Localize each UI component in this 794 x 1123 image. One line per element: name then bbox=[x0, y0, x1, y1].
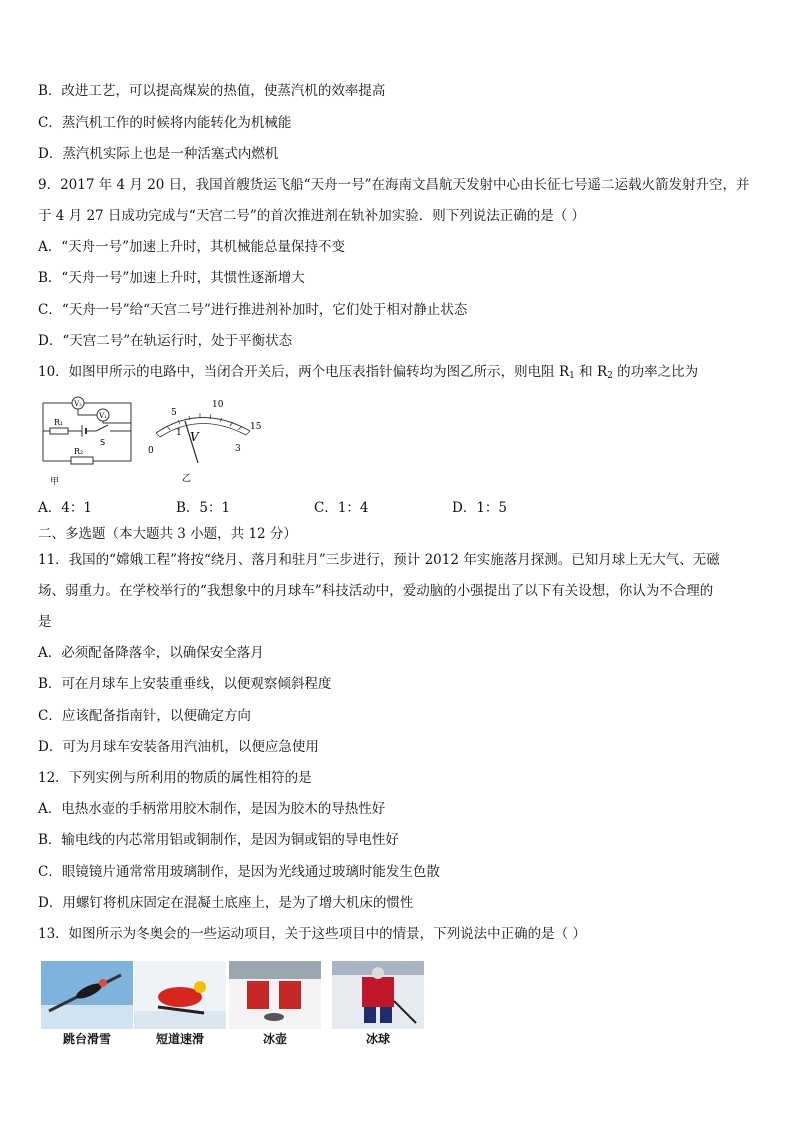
q9-option-a: A．“天舟一号”加速上升时，其机械能总量保持不变 bbox=[38, 239, 346, 255]
q8-option-b: B．改进工艺，可以提高煤炭的热值，使蒸汽机的效率提高 bbox=[38, 83, 386, 99]
q8-option-c: C．蒸汽机工作的时候将内能转化为机械能 bbox=[38, 115, 292, 131]
q9-option-c: C．“天舟一号”给“天宫二号”进行推进剂补加时，它们处于相对静止状态 bbox=[38, 302, 468, 318]
dial-bottom-label-0: 0 bbox=[148, 446, 154, 456]
q10-option-c: C．1：4 bbox=[314, 500, 369, 516]
q10-option-b: B．5：1 bbox=[176, 500, 231, 516]
dial-top-label-5: 5 bbox=[171, 408, 177, 418]
q10-stem-mid: 和 R bbox=[574, 364, 608, 380]
voltmeter-dial-yi bbox=[138, 393, 266, 483]
dial-top-label-15: 15 bbox=[250, 422, 262, 432]
caption-short-track: 短道速滑 bbox=[155, 1032, 204, 1046]
q12-stem: 12．下列实例与所利用的物质的属性相符的是 bbox=[38, 770, 312, 786]
meter-caption: 乙 bbox=[182, 474, 192, 483]
q11-stem-line1: 11．我国的“嫦娥工程”将按“绕月、落月和驻月”三步进行，预计 2012 年实施落月探测。已知月球上无大气、无磁 bbox=[38, 552, 720, 568]
r1-label: R₁ bbox=[54, 418, 64, 427]
dial-top-label-10: 10 bbox=[212, 400, 224, 410]
v1-label: V₁ bbox=[99, 412, 107, 420]
q9-stem-line2: 于 4 月 27 日成功完成与“天宫二号”的首次推进剂在轨补加实验．则下列说法正确的是（ ） bbox=[38, 208, 586, 224]
q10-option-a: A．4：1 bbox=[38, 500, 92, 516]
section-heading-multiple-choice: 二、多选题（本大题共 3 小题，共 12 分） bbox=[38, 526, 297, 542]
q11-option-a: A．必须配备降落伞，以确保安全落月 bbox=[38, 645, 264, 661]
curling-photo bbox=[229, 961, 321, 1029]
q10-sub2: 2 bbox=[607, 371, 613, 381]
v2-label: V₂ bbox=[74, 400, 82, 408]
q11-option-d: D．可为月球车安装备用汽油机，以便应急使用 bbox=[38, 739, 319, 755]
q12-option-a: A．电热水壶的手柄常用胶木制作，是因为胶木的导热性好 bbox=[38, 801, 386, 817]
circuit-caption: 甲 bbox=[50, 477, 60, 487]
q11-stem-line3: 是 bbox=[38, 614, 52, 630]
short-track-speed-skating-photo bbox=[134, 961, 226, 1029]
q10-stem bbox=[38, 363, 698, 385]
caption-ski-jumping: 跳台滑雪 bbox=[62, 1032, 111, 1046]
q9-option-b: B．“天舟一号”加速上升时，其惯性逐渐增大 bbox=[38, 270, 305, 286]
switch-label: S bbox=[100, 438, 106, 447]
caption-curling: 冰壶 bbox=[262, 1032, 287, 1046]
q11-option-b: B．可在月球车上安装重垂线，以便观察倾斜程度 bbox=[38, 676, 332, 692]
dial-bottom-label-3: 3 bbox=[235, 444, 241, 454]
q11-stem-line2: 场、弱重力。在学校举行的“我想象中的月球车”科技活动中，爱动脑的小强提出了以下有关设想，你认为不合理的 bbox=[38, 583, 714, 599]
circuit-diagram-jia bbox=[38, 393, 143, 488]
q10-options bbox=[38, 499, 590, 517]
q8-option-d: D．蒸汽机实际上也是一种活塞式内燃机 bbox=[38, 146, 279, 162]
q10-option-d: D．1：5 bbox=[452, 500, 508, 516]
q10-stem-post: 的功率之比为 bbox=[612, 364, 699, 380]
dial-v-symbol: V bbox=[190, 430, 199, 444]
q10-sub1: 1 bbox=[569, 371, 575, 381]
r2-label: R₂ bbox=[74, 447, 84, 456]
q12-option-d: D．用螺钉将机床固定在混凝土底座上，是为了增大机床的惯性 bbox=[38, 895, 414, 911]
q12-option-b: B．输电线的内芯常用铝或铜制作，是因为铜或铝的导电性好 bbox=[38, 832, 399, 848]
ski-jumping-photo bbox=[41, 961, 133, 1029]
ice-hockey-photo bbox=[332, 961, 424, 1029]
q10-stem-pre: 10．如图甲所示的电路中，当闭合开关后，两个电压表指针偏转均为图乙所示，则电阻 R bbox=[38, 364, 570, 380]
q9-option-d: D．“天宫二号”在轨运行时，处于平衡状态 bbox=[38, 333, 293, 349]
dial-bottom-label-1: 1 bbox=[176, 428, 182, 438]
q12-option-c: C．眼镜镜片通常常用玻璃制作，是因为光线通过玻璃时能发生色散 bbox=[38, 864, 440, 880]
q9-stem-line1: 9．2017 年 4 月 20 日，我国首艘货运飞船“天舟一号”在海南文昌航天发射中心由长征七号遥二运载火箭发射升空，并 bbox=[38, 177, 750, 193]
q13-stem: 13．如图所示为冬奥会的一些运动项目，关于这些项目中的情景，下列说法中正确的是（ ） bbox=[38, 926, 586, 942]
q11-option-c: C．应该配备指南针，以便确定方向 bbox=[38, 708, 251, 724]
caption-ice-hockey: 冰球 bbox=[365, 1032, 390, 1046]
